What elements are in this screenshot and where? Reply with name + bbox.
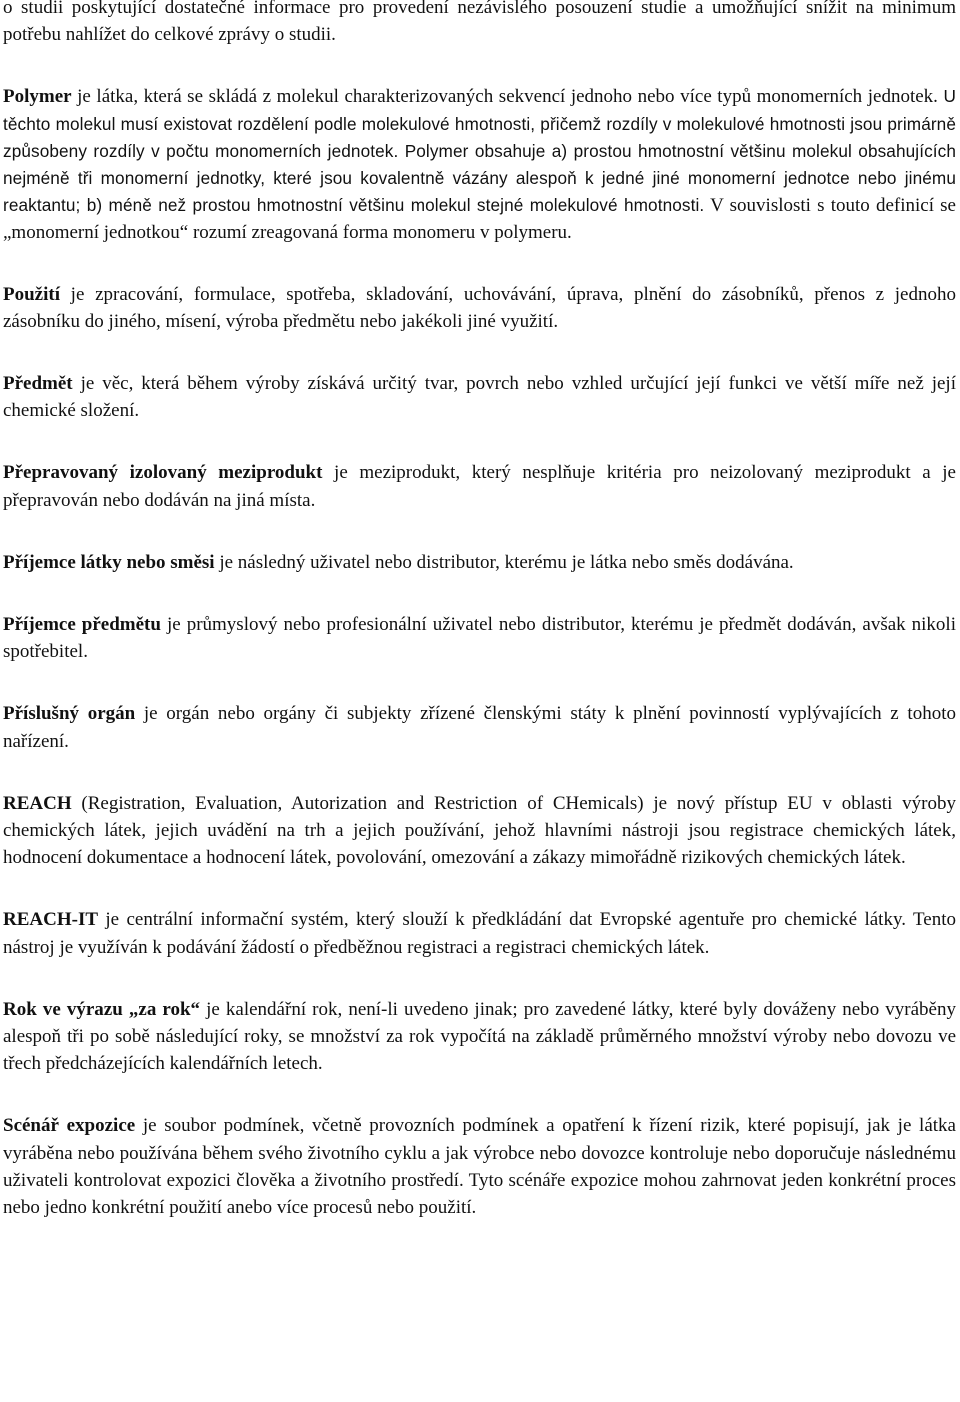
definition-pouziti xyxy=(3,281,956,335)
definition-prijemce-predmetu xyxy=(3,611,956,665)
definition-predmet xyxy=(3,370,956,424)
definition-reach xyxy=(3,790,956,872)
term-prepravovany: Přepravovaný izolovaný meziprodukt xyxy=(3,462,323,484)
term-rok: Rok ve výrazu „za rok“ xyxy=(3,998,201,1020)
definition-text-3: V souvislosti s touto definicí se „monomerní jednotkou“ rozumí zreagovaná forma monomeru v polymeru. xyxy=(3,195,956,244)
term-prislusny-organ: Příslušný orgán xyxy=(3,703,136,725)
definition-rok xyxy=(3,996,956,1078)
definition-prijemce-latky xyxy=(3,549,956,576)
term-predmet: Předmět xyxy=(3,373,73,395)
term-prijemce-predmetu: Příjemce předmětu xyxy=(3,614,161,636)
definition-reach-it xyxy=(3,906,956,960)
definition-scenar-expozice xyxy=(3,1112,956,1221)
definition-prislusny-organ xyxy=(3,700,956,754)
definition-text: je soubor podmínek, včetně provozních podmínek a opatření k řízení rizik, které popisují, jak je látka vyráběna nebo používána během svého životního cyklu a jak výrobce nebo dovozce kontroluje nebo doporučuje následnému uživateli kontrolovat expozici člověka a životního prostředí. Tyto scénáře expozice mohou zahrnovat jeden konkrétní proces nebo jedno konkrétní použití anebo více procesů nebo použití. xyxy=(3,1115,956,1219)
definition-text: (Registration, Evaluation, Autorization and Restriction of CHemicals) je nový přístup EU v oblasti výroby chemických látek, jejich uvádění na trh a jejich používání, jehož hlavními nástroji jsou registrace chemických látek, hodnocení dokumentace a hodnocení látek, povolování, omezování a zákazy mimořádně rizikových chemických látek. xyxy=(3,792,956,869)
definition-text: je následný uživatel nebo distributor, kterému je látka nebo směs dodávána. xyxy=(214,551,794,573)
definition-text: je věc, která během výroby získává určitý tvar, povrch nebo vzhled určující její funkci ve větší míře než její chemické složení. xyxy=(3,373,956,422)
term-reach: REACH xyxy=(3,792,72,814)
term-pouziti: Použití xyxy=(3,283,60,305)
definition-text: je meziprodukt, který nesplňuje kritéria pro neizolovaný meziprodukt a je přepravován nebo dodáván na jiná místa. xyxy=(3,462,956,511)
definition-text: je orgán nebo orgány či subjekty zřízené členskými státy k plnění povinností vyplývajících z tohoto nařízení. xyxy=(3,703,956,752)
term-polymer: Polymer xyxy=(3,86,72,108)
paragraph-text: o studii poskytující dostatečné informace pro provedení nezávislého posouzení studie a umožňující snížit na minimum potřebu nahlížet do celkové zprávy o studii. xyxy=(3,0,956,46)
paragraph-study-summary xyxy=(3,0,956,48)
term-scenar-expozice: Scénář expozice xyxy=(3,1115,136,1137)
definition-text: je zpracování, formulace, spotřeba, skladování, uchovávání, úprava, plnění do zásobníků, přenos z jednoho zásobníku do jiného, mísení, výroba předmětu nebo jakékoli jiné využití. xyxy=(3,283,956,332)
definition-text: je průmyslový nebo profesionální uživatel nebo distributor, kterému je předmět dodáván, avšak nikoli spotřebitel. xyxy=(3,614,956,663)
definition-text-1: je látka, která se skládá z molekul charakterizovaných sekvencí jednoho nebo více typů monomerních jednotek. xyxy=(71,86,944,108)
definition-text: je kalendářní rok, není-li uvedeno jinak; pro zavedené látky, které byly dováženy nebo vyráběny alespoň tři po sobě následující roky, se množství za rok vypočítá na základě průměrného množství výroby nebo dovozu ve třech předcházejících kalendářních letech. xyxy=(3,998,956,1075)
definition-text-2: U těchto molekul musí existovat rozdělení podle molekulové hmotnosti, přičemž rozdíly v molekulové hmotnosti jsou primárně způsobeny rozdíly v počtu monomerních jednotek. Polymer obsahuje a) prostou hmotnostní většinu molekul obsahujících nejméně tři monomerní jednotky, které jsou kovalentně vázány alespoň k jedné jiné monomerní jednotce nebo jinému reaktantu; b) méně než prostou hmotnostní většinu molekul stejné molekulové hmotnosti. xyxy=(3,86,956,216)
definition-prepravovany xyxy=(3,459,956,513)
term-prijemce-latky: Příjemce látky nebo směsi xyxy=(3,551,215,573)
definition-polymer xyxy=(3,83,956,246)
definition-text: je centrální informační systém, který slouží k předkládání dat Evropské agentuře pro chemické látky. Tento nástroj je využíván k podávání žádostí o předběžnou registraci a registraci chemických látek. xyxy=(3,909,956,958)
term-reach-it: REACH-IT xyxy=(3,909,99,931)
